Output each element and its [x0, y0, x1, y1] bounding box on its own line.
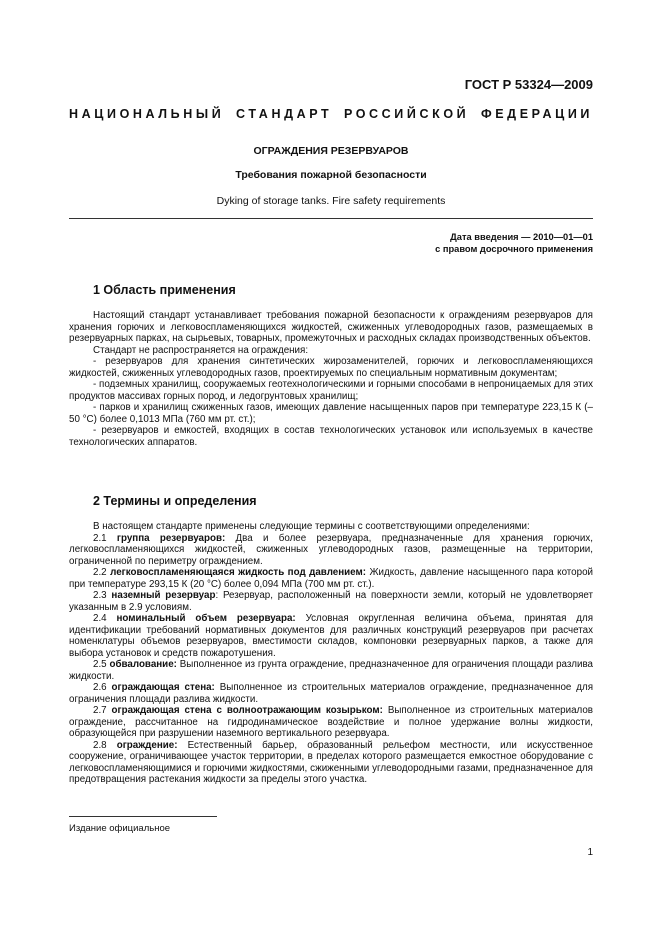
section1-paragraph: Настоящий стандарт устанавливает требования пожарной безопасности к ограждениям резервуаров для хранения горючих и легковоспламеняющихся жидкостей, сжиженных углеводородных газов, размещаемых в резервуарных парках, на сырьевых, товарных, промежуточных и расходных складах производственных объектов. — [69, 310, 593, 344]
exclusion-item: - парков и хранилищ сжиженных газов, имеющих давление насыщенных паров при температуре 223,15 К (–50 °С) более 0,1013 МПа (760 мм рт. ст.); — [69, 402, 593, 425]
section2-body — [69, 521, 593, 786]
term-name: легковоспламеняющаяся жидкость под давлением: — [110, 567, 367, 578]
term-definition: 2.6 ограждающая стена: Выполненное из строительных материалов ограждение, предназначенное для ограничения площади разлива жидкости. — [69, 682, 594, 705]
section2-heading: 2 Термины и определения — [93, 494, 257, 508]
intro-date: Дата введения — 2010—01—01 — [450, 232, 593, 242]
section2-intro: В настоящем стандарте применены следующие термины с соответствующими определениями: — [93, 521, 530, 532]
edition-note: Издание официальное — [69, 823, 171, 834]
intro-date-block — [435, 231, 593, 255]
term-name: наземный резервуар — [111, 590, 216, 601]
exclusion-item: - подземных хранилищ, сооружаемых геотехнологическими и горными способами в непроницаемых для этих продуктов массивах горных пород, и ледогрунтовых хранилищ; — [69, 379, 593, 402]
term-definition: 2.5 обвалование: Выполненное из грунта ограждение, предназначенное для ограничения площади разлива жидкости. — [69, 659, 593, 682]
header-divider — [69, 218, 593, 219]
term-name: ограждающая стена: — [111, 682, 215, 693]
standard-code: ГОСТ Р 53324—2009 — [464, 77, 593, 92]
section1-body — [69, 310, 593, 448]
term-definition: 2.7 ограждающая стена с волноотражающим козырьком: Выполненное из строительных материалов ограждение, рассчитанное на гидродинамическое воздействие и полное удержание волны жидкости, образующейся при разрушении наземного вертикального резервуара. — [69, 705, 593, 739]
section1-heading: 1 Область применения — [93, 283, 236, 297]
page-number: 1 — [587, 847, 593, 858]
exclusion-item: - резервуаров для хранения синтетических жирозаменителей, горючих и легковоспламеняющихся жидкостей, сжиженных углеводородных газов, проектируемых по специальным нормативным документам; — [69, 356, 593, 379]
term-definition: 2.2 легковоспламеняющаяся жидкость под давлением: Жидкость, давление насыщенного пара которой при температуре 293,15 К (20 °С) более 0,094 МПа (700 мм рт. ст.). — [69, 567, 594, 590]
national-standard-heading: НАЦИОНАЛЬНЫЙ СТАНДАРТ РОССИЙСКОЙ ФЕДЕРАЦИИ — [69, 107, 593, 121]
document-title: ОГРАЖДЕНИЯ РЕЗЕРВУАРОВ — [253, 145, 409, 157]
term-name: группа резервуаров: — [116, 532, 226, 544]
english-title: Dyking of storage tanks. Fire safety requirements — [216, 195, 446, 207]
term-definition: 2.3 наземный резервуар: Резервуар, расположенный на поверхности земли, который не удовлетворяет указанным в 2.9 условиям. — [69, 590, 593, 613]
term-definition: 2.8 ограждение: Естественный барьер, образованный рельефом местности, или искусственное сооружение, ограничивающее участок территории, в пределах которого размещается емкостное оборудование с легковоспламеняющимися и горючими жидкостями, сжиженными углеводородными газами, предназначенное для предотвращения растекания жидкости за пределы этого участка. — [69, 739, 593, 785]
term-definition: 2.1 группа резервуаров: Два и более резервуара, предназначенные для хранения горючих, легковоспламеняющихся жидкостей, сжиженных углеводородных газов, размещенные на территории, ограниченной по периметру ограждением. — [69, 532, 594, 567]
term-name: ограждение: — [116, 739, 178, 751]
intro-note: с правом досрочного применения — [435, 244, 593, 254]
term-name: ограждающая стена с волноотражающим козырьком: — [111, 705, 383, 716]
term-name: номинальный объем резервуара: — [116, 613, 296, 624]
term-name: обвалование: — [109, 659, 177, 670]
term-definition: 2.4 номинальный объем резервуара: Условная округленная величина объема, принятая для идентификации требований нормативных документов для различных конструкций резервуаров при расчетах номенклатуры объемов резервуаров, вместимости складов, компоновки резервуарных парков, а также для выбора установок и средств пожаротушения. — [69, 613, 593, 659]
document-subtitle: Требования пожарной безопасности — [235, 169, 427, 181]
section1-paragraph: Стандарт не распространяется на ограждения: — [93, 344, 309, 356]
footer-divider — [69, 816, 217, 817]
exclusion-item: - резервуаров и емкостей, входящих в состав технологических установок или используемых в качестве технологических аппаратов. — [69, 425, 593, 448]
